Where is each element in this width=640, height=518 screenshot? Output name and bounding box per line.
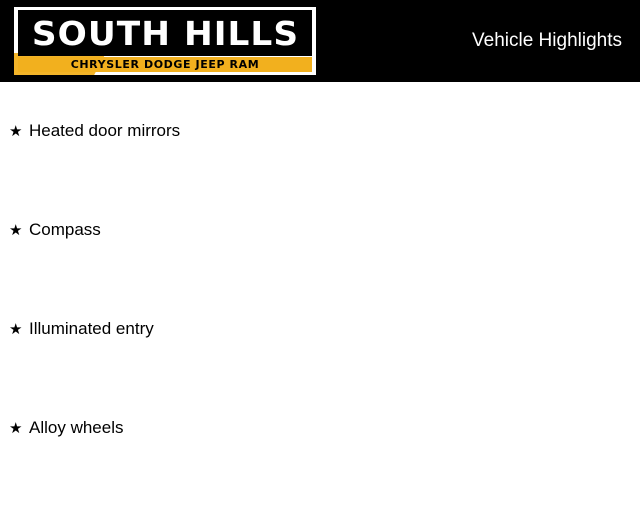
star-icon: ★ <box>9 420 23 437</box>
logo-wordmark-panel <box>18 10 312 56</box>
feature-label: Alloy wheels <box>29 418 124 437</box>
logo-brands-bar <box>18 57 312 72</box>
list-item <box>0 320 640 419</box>
feature-label: Compass <box>29 220 101 239</box>
content-area <box>0 82 640 518</box>
dealer-logo <box>14 7 316 75</box>
page-header <box>0 0 640 82</box>
star-icon: ★ <box>9 123 23 140</box>
page-title: Vehicle Highlights <box>472 30 622 51</box>
logo-brands-text: CHRYSLER DODGE JEEP RAM <box>70 58 260 71</box>
logo-wordmark-text: SOUTH HILLS <box>31 13 299 53</box>
list-item <box>0 419 640 518</box>
list-item <box>0 221 640 320</box>
feature-label: Illuminated entry <box>29 319 154 338</box>
star-icon: ★ <box>9 321 23 338</box>
list-item <box>0 82 640 221</box>
star-icon: ★ <box>9 222 23 239</box>
feature-label: Heated door mirrors <box>29 121 181 140</box>
vehicle-feature-list <box>0 82 640 518</box>
